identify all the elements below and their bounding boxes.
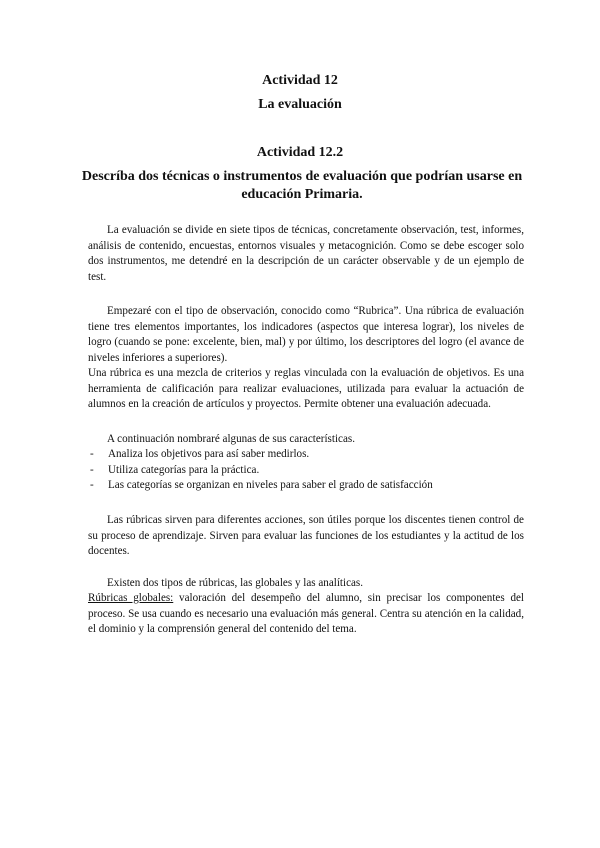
bullet-dash: -: [90, 479, 94, 491]
bullet-dash: -: [90, 448, 94, 460]
paragraph-rubric-definition: Empezaré con el tipo de observación, conocido como “Rubrica”. Una rúbrica de evaluación tiene tres elementos importantes, los indicadores (aspectos que interesa lograr), los niveles de logro (cuando se pone: excelente, bien, mal) y por último, los descriptores del logro (el avance de niveles inferiores a superiores).: [88, 305, 524, 364]
list-intro: A continuación nombraré algunas de sus características.: [107, 433, 355, 445]
list-item: [88, 478, 524, 494]
list-item-text: Utiliza categorías para la práctica.: [108, 463, 260, 476]
activity-subtitle: La evaluación: [258, 97, 342, 112]
bullet-dash: -: [90, 463, 94, 476]
global-rubrics-text: valoración del desempeño del alumno, sin precisar los componentes del proceso. Se usa cuando es necesario una evaluación más general. Centra su atención en la calidad, el dominio y la comprensión general del contenido del tema.: [88, 592, 524, 635]
question-heading: Descríba dos técnicas o instrumentos de evaluación que podrían usarse en educación Primaria.: [81, 169, 523, 202]
activity-title: Actividad 12: [262, 73, 338, 88]
section-title: Actividad 12.2: [256, 145, 344, 160]
paragraph-rubric-description: Una rúbrica es una mezcla de criterios y reglas vinculada con la evaluación de objetivos. Es una herramienta de calificación para realizar evaluaciones, utilizada para evaluar la actuación de alumnos en la creación de artículos y proyectos. Permite obtener una evaluación adecuada.: [88, 367, 524, 410]
paragraph-rubric-types: Existen dos tipos de rúbricas, las globales y las analíticas.: [107, 577, 364, 589]
list-item: [88, 447, 524, 463]
list-item-text: Las categorías se organizan en niveles para saber el grado de satisfacción: [108, 479, 433, 491]
global-rubrics-label: Rúbricas globales:: [88, 592, 174, 604]
list-item-text: Analiza los objetivos para así saber medirlos.: [108, 448, 310, 460]
paragraph-intro: La evaluación se divide en siete tipos de técnicas, concretamente observación, test, informes, análisis de contenido, encuestas, entornos visuales y metacognición. Como se debe escoger solo dos instrumentos, me detendré en la descripción de un carácter observable y de un ejemplo de test.: [88, 224, 524, 283]
characteristics-list: [88, 447, 524, 494]
paragraph-global-rubrics: [88, 591, 524, 638]
list-item: [88, 463, 524, 479]
paragraph-rubric-uses: Las rúbricas sirven para diferentes acciones, son útiles porque los discentes tienen control de su proceso de aprendizaje. Sirven para evaluar las funciones de los estudiantes y la actitud de los docentes.: [88, 514, 524, 557]
